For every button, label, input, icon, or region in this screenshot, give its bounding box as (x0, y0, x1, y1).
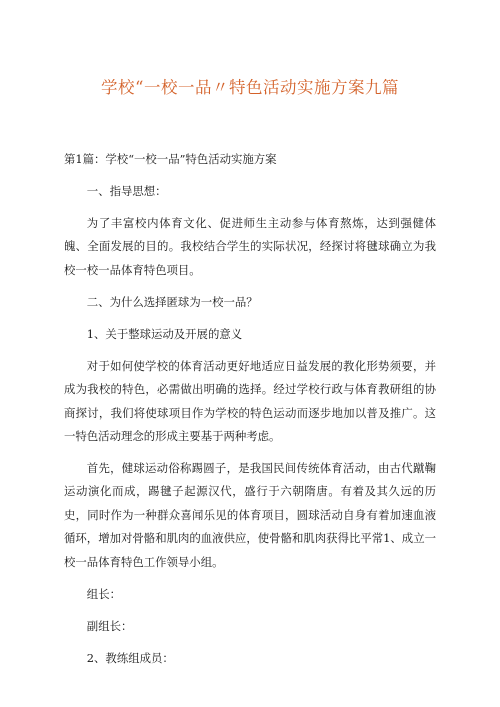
heading-why-choose: 二、为什么选择匿球为一校一品？ (86, 294, 258, 309)
label-coach-members: 2、教练组成员： (86, 650, 174, 665)
paragraph-guiding-thought: 为了丰富校内体育文化、促进师生主动参与体育熬炼，达到强健体魄、全面发展的目的。我校结合学生的实际状况，经探讨将毽球确立为我校一校一品体育特色项目。 (64, 216, 436, 277)
document-body (64, 148, 436, 670)
paragraph-history: 首先，健球运动俗称踢圆子，是我国民间传统体育活动，由古代蹴鞠运动演化而成，踢毽子起源汉代，盛行于六朝隋唐。有着及其久远的历史，同时作为一种群众喜闻乐见的体育项目，圆球活动自身有着加速血液循环，增加对骨骼和肌肉的血液供应，使骨骼和肌肉获得比平常1、成立一校一品体育特色工作领导小组。 (64, 461, 436, 569)
paragraph-significance: 对于如何使学校的体育活动更好地适应日益发展的教化形势须要，并成为我校的特色，必需做出明确的选择。经过学校行政与体育教研组的协商探讨，我们将使球项目作为学校的特色运动而逐步地加以普及推广。这一特色活动理念的形成主要基于两种考虑。 (64, 358, 436, 444)
document-title: 学校“一校一品〃特色活动实施方案九篇 (101, 78, 399, 97)
heading-guiding-thought: 一、指导思想： (86, 184, 167, 198)
heading-significance: 1、关于整球运动及开展的意义 (86, 326, 243, 341)
label-team-leader: 组长： (86, 586, 121, 601)
section-heading: 第1篇：学校“一校一品”特色活动实施方案 (64, 152, 277, 166)
label-deputy-leader: 副组长： (86, 618, 133, 633)
